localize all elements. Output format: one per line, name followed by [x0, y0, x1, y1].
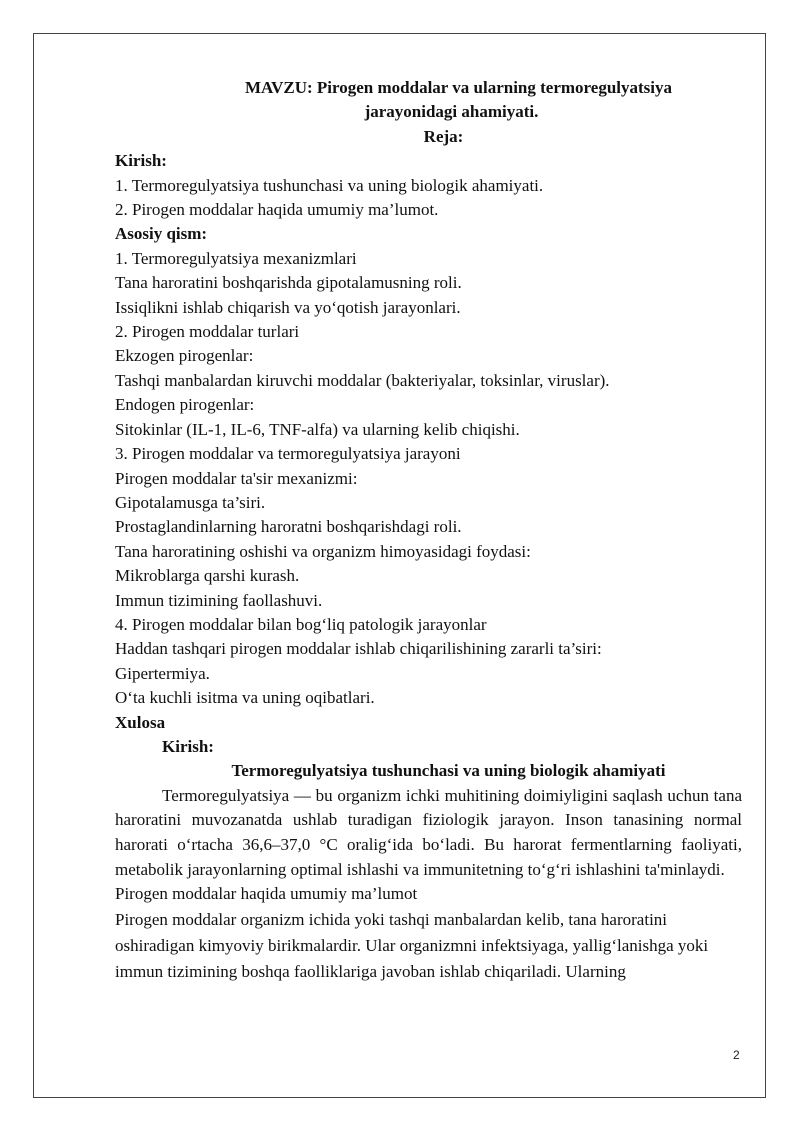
outline-item: Immun tizimining faollashuvi.: [115, 590, 323, 610]
outline-item: Xulosa: [115, 712, 166, 732]
pyrogen-subheading: Pirogen moddalar haqida umumiy ma’lumot: [115, 884, 418, 904]
plan-heading: Reja:: [423, 126, 464, 146]
outline-item: 2. Pirogen moddalar turlari: [115, 322, 300, 342]
outline-item: Kirish:: [115, 151, 167, 171]
outline-item: Endogen pirogenlar:: [115, 395, 255, 415]
outline-item: Tana haroratining oshishi va organizm himoyasidagi foydasi:: [115, 541, 531, 561]
page-number: 2: [733, 1048, 740, 1062]
outline-item: Pirogen moddalar ta'sir mexanizmi:: [115, 468, 358, 488]
section-heading: Termoregulyatsiya tushunchasi va uning biologik ahamiyati: [231, 761, 666, 781]
outline-item: Issiqlikni ishlab chiqarish va yo‘qotish jarayonlari.: [115, 297, 461, 317]
paragraph-termoregulation: [115, 784, 742, 882]
outline-item: 2. Pirogen moddalar haqida umumiy ma’lumot.: [115, 200, 439, 220]
outline-list: [115, 149, 742, 735]
intro-heading: Kirish:: [162, 736, 214, 756]
outline-item: Gipotalamusga ta’siri.: [115, 492, 266, 512]
outline-item: Tana haroratini boshqarishda gipotalamusning roli.: [115, 273, 462, 293]
outline-item: 3. Pirogen moddalar va termoregulyatsiya jarayoni: [115, 444, 461, 464]
outline-item: O‘ta kuchli isitma va uning oqibatlari.: [115, 688, 375, 708]
outline-item: 1. Termoregulyatsiya tushunchasi va uning biologik ahamiyati.: [115, 175, 544, 195]
outline-item: Tashqi manbalardan kiruvchi moddalar (bakteriyalar, toksinlar, viruslar).: [115, 370, 610, 390]
outline-item: Ekzogen pirogenlar:: [115, 346, 254, 366]
paragraph-2-text: Pirogen moddalar organizm ichida yoki tashqi manbalardan kelib, tana haroratini oshiradigan kimyoviy birikmalardir. Ular organizmni infektsiyaga, yallig‘lanishga yoki immun tizimining boshqa faolliklariga javoban ishlab chiqariladi. Ularning: [115, 909, 709, 981]
outline-item: 1. Termoregulyatsiya mexanizmlari: [115, 248, 357, 268]
outline-item: Gipertermiya.: [115, 663, 210, 683]
outline-item: Haddan tashqari pirogen moddalar ishlab chiqarilishining zararli ta’siri:: [115, 639, 602, 659]
document-title-line-2: jarayonidagi ahamiyati.: [364, 102, 539, 122]
document-title-line-1: MAVZU: Pirogen moddalar va ularning termoregulyatsiya: [244, 78, 673, 97]
outline-item: Mikroblarga qarshi kurash.: [115, 566, 300, 586]
outline-item: Sitokinlar (IL-1, IL-6, TNF-alfa) va ularning kelib chiqishi.: [115, 419, 520, 439]
outline-item: 4. Pirogen moddalar bilan bog‘liq patologik jarayonlar: [115, 614, 487, 634]
document-body: [115, 76, 742, 985]
paragraph-1-text: Termoregulyatsiya — bu organizm ichki muhitining doimiyligini saqlash uchun tana haroratini muvozanatda ushlab turadigan fiziologik jarayon. Inson tanasining normal harorati o‘rtacha 36,6–37,0 °C oralig‘ida bo‘ladi. Bu harorat fermentlarning faoliyati, metabolik jarayonlarning optimal ishlashi va immunitetning to‘g‘ri ishlashini ta'minlaydi.: [115, 785, 742, 879]
outline-item: Asosiy qism:: [115, 224, 208, 244]
outline-item: Prostaglandinlarning haroratni boshqarishdagi roli.: [115, 517, 462, 537]
